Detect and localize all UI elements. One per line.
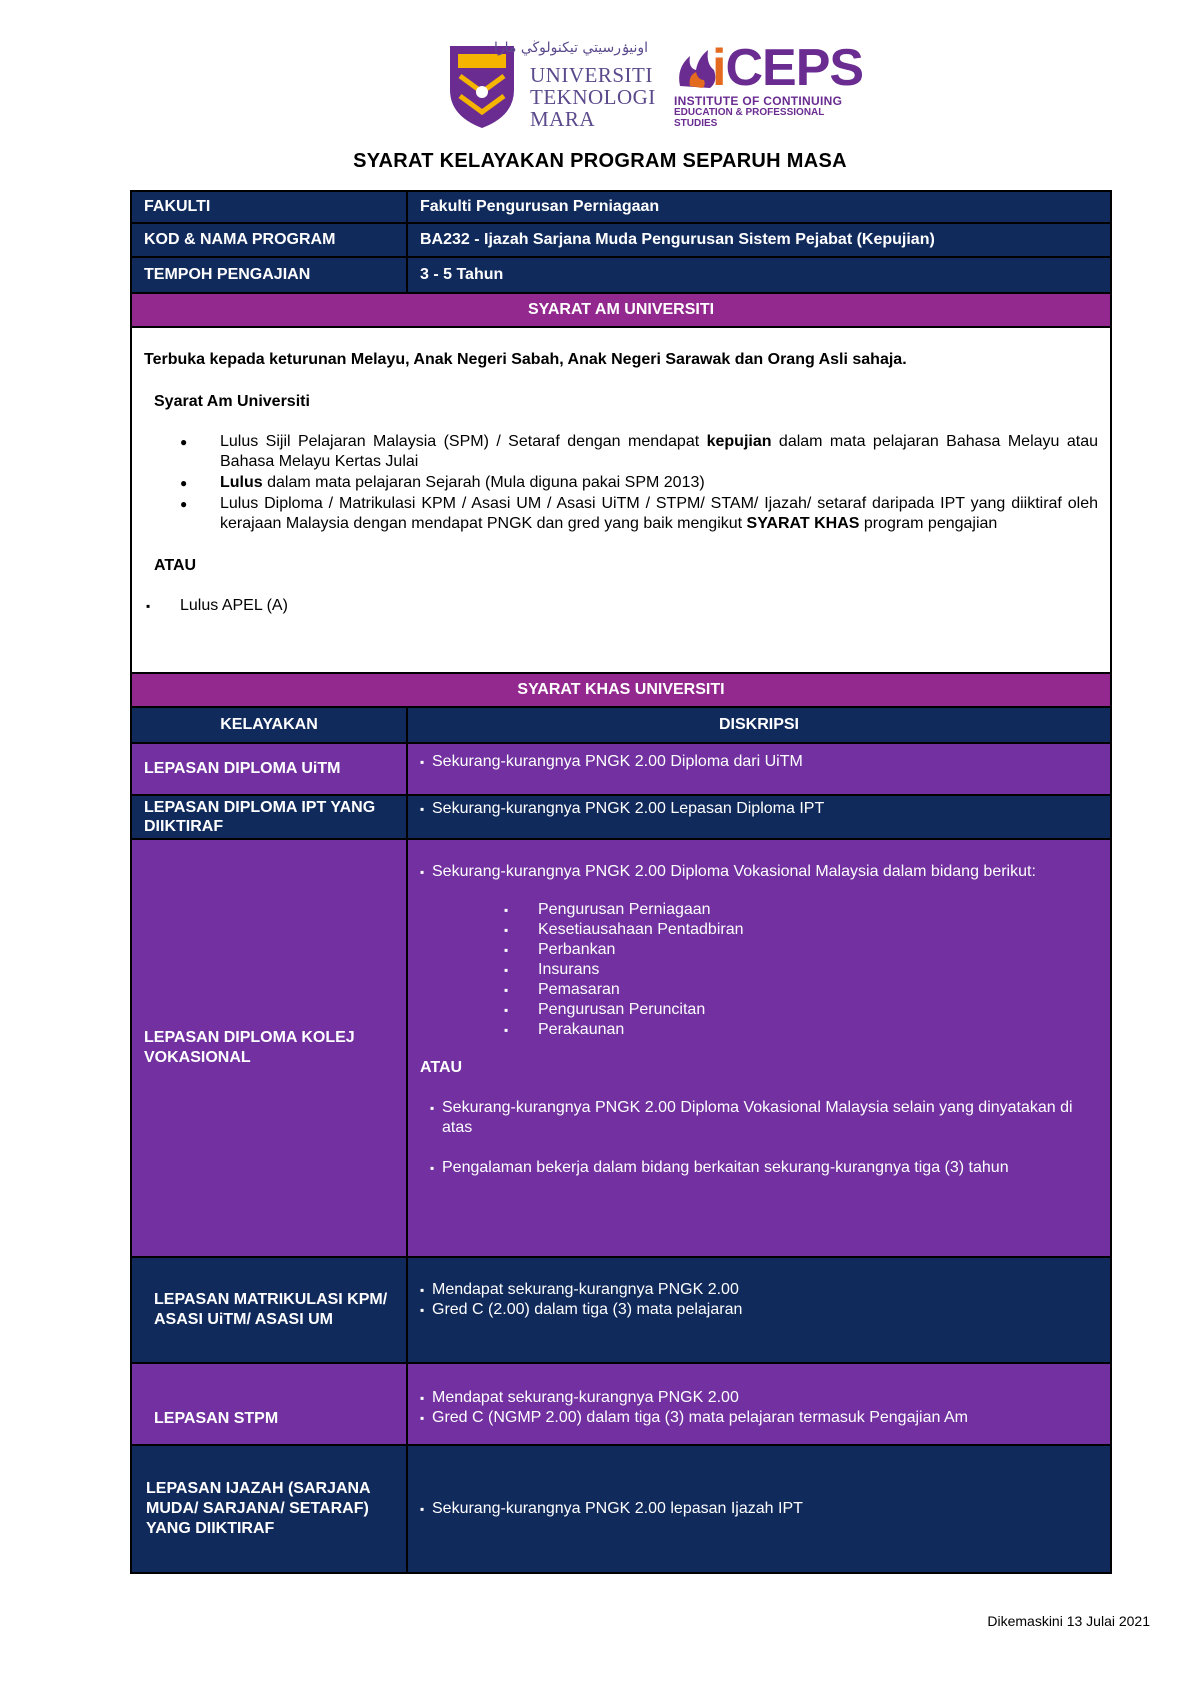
uitm-wordmark xyxy=(530,64,656,130)
list-item: ▪ Perakaunan xyxy=(504,1020,1098,1040)
kelayakan-label: LEPASAN IJAZAH (SARJANA MUDA/ SARJANA/ SETARAF) YANG DIIKTIRAF xyxy=(131,1445,407,1573)
kelayakan-label: LEPASAN DIPLOMA UiTM xyxy=(131,743,407,795)
list-item: ▪ Kesetiausahaan Pentadbiran xyxy=(504,920,1098,940)
row-kolej-vokasional xyxy=(131,839,1111,1257)
row-diploma-ipt xyxy=(131,795,1111,839)
iceps-rest: CEPS xyxy=(725,39,864,97)
list-item: ▪ Gred C (2.00) dalam tiga (3) mata pelajaran xyxy=(420,1300,1098,1320)
diskripsi-cell xyxy=(407,839,1111,1257)
syarat-khas-heading: SYARAT KHAS UNIVERSITI xyxy=(131,673,1111,707)
row-stpm xyxy=(131,1363,1111,1445)
uitm-line1: UNIVERSITI xyxy=(530,63,653,87)
list-item: ● Lulus Diploma / Matrikulasi KPM / Asasi UM / Asasi UiTM / STPM/ STAM/ Ijazah/ setaraf daripada IPT yang diiktiraf oleh kerajaan Malaysia dengan mendapat PNGK dan gred yang baik mengikut SYARAT KHAS program pengajian xyxy=(180,494,1098,534)
syarat-am-intro: Terbuka kepada keturunan Melayu, Anak Negeri Sabah, Anak Negeri Sarawak dan Orang Asli sahaja. xyxy=(144,351,907,368)
list-item: ▪ Sekurang-kurangnya PNGK 2.00 Diploma Vokasional Malaysia selain yang dinyatakan di atas xyxy=(430,1098,1098,1138)
kv-atau: ATAU xyxy=(420,1059,463,1076)
list-item: ▪ Insurans xyxy=(504,960,1098,980)
syarat-am-list xyxy=(180,432,1098,534)
column-header-diskripsi: DISKRIPSI xyxy=(407,707,1111,743)
list-item: ▪ Pengalaman bekerja dalam bidang berkaitan sekurang-kurangnya tiga (3) tahun xyxy=(430,1158,1098,1178)
info-label: KOD & NAMA PROGRAM xyxy=(131,223,407,257)
list-item: ▪ Mendapat sekurang-kurangnya PNGK 2.00 xyxy=(420,1280,1098,1300)
column-header-kelayakan: KELAYAKAN xyxy=(131,707,407,743)
list-item: ▪ Perbankan xyxy=(504,940,1098,960)
syarat-am-atau: ATAU xyxy=(154,557,197,574)
list-item: ▪ Pengurusan Peruncitan xyxy=(504,1000,1098,1020)
info-value: BA232 - Ijazah Sarjana Muda Pengurusan Sistem Pejabat (Kepujian) xyxy=(407,223,1111,257)
list-item: ▪ Sekurang-kurangnya PNGK 2.00 Lepasan Diploma IPT xyxy=(420,799,1098,819)
footer-updated-date: Dikemaskini 13 Julai 2021 xyxy=(987,1613,1150,1629)
syarat-khas-heading-row xyxy=(131,673,1111,707)
diskripsi-cell xyxy=(407,1363,1111,1445)
iceps-subtitle xyxy=(674,96,856,129)
list-item: ▪ Sekurang-kurangnya PNGK 2.00 Diploma Vokasional Malaysia dalam bidang berikut: xyxy=(420,862,1098,882)
info-label: TEMPOH PENGAJIAN xyxy=(131,257,407,293)
info-value: Fakulti Pengurusan Perniagaan xyxy=(407,191,1111,223)
list-item: ▪ Lulus APEL (A) xyxy=(146,596,1098,616)
syarat-am-apel-list xyxy=(146,596,1098,616)
row-matrikulasi xyxy=(131,1257,1111,1363)
diskripsi-cell xyxy=(407,795,1111,839)
kelayakan-label: LEPASAN DIPLOMA IPT YANG DIIKTIRAF xyxy=(131,795,407,839)
info-row-tempoh xyxy=(131,257,1111,293)
list-item: ▪ Pengurusan Perniagaan xyxy=(504,900,1098,920)
uitm-jawi-text: اونيۏرسيتي تيكنولوڬي مارا xyxy=(493,40,648,56)
list-item: ▪ Sekurang-kurangnya PNGK 2.00 Diploma dari UiTM xyxy=(420,752,1098,772)
syarat-am-subheading: Syarat Am Universiti xyxy=(154,393,310,410)
diskripsi-cell xyxy=(407,743,1111,795)
document-title: SYARAT KELAYAKAN PROGRAM SEPARUH MASA xyxy=(353,150,847,172)
list-item: ● Lulus dalam mata pelajaran Sejarah (Mula diguna pakai SPM 2013) xyxy=(180,473,1098,493)
iceps-wordmark xyxy=(712,40,863,96)
kelayakan-label: LEPASAN DIPLOMA KOLEJ VOKASIONAL xyxy=(131,839,407,1257)
syarat-am-content-row xyxy=(131,327,1111,673)
kelayakan-label: LEPASAN MATRIKULASI KPM/ ASASI UiTM/ ASASI UM xyxy=(131,1257,407,1363)
syarat-am-heading-row xyxy=(131,293,1111,327)
iceps-i: i xyxy=(712,39,726,97)
list-item: ▪ Pemasaran xyxy=(504,980,1098,1000)
kelayakan-label: LEPASAN STPM xyxy=(131,1363,407,1445)
row-diploma-uitm xyxy=(131,743,1111,795)
info-row-program xyxy=(131,223,1111,257)
info-row-fakulti xyxy=(131,191,1111,223)
iceps-sub-line2: EDUCATION & PROFESSIONAL STUDIES xyxy=(674,107,825,129)
iceps-sub-line1: INSTITUTE OF CONTINUING xyxy=(674,94,843,108)
list-item: ▪ Mendapat sekurang-kurangnya PNGK 2.00 xyxy=(420,1388,1098,1408)
uitm-line3: MARA xyxy=(530,107,596,131)
diskripsi-cell xyxy=(407,1257,1111,1363)
syarat-am-content xyxy=(131,327,1111,673)
row-ijazah xyxy=(131,1445,1111,1573)
info-label: FAKULTI xyxy=(131,191,407,223)
uitm-line2: TEKNOLOGI xyxy=(530,85,656,109)
info-value: 3 - 5 Tahun xyxy=(407,257,1111,293)
requirements-table xyxy=(130,190,1112,1574)
diskripsi-cell xyxy=(407,1445,1111,1573)
syarat-am-heading: SYARAT AM UNIVERSITI xyxy=(131,293,1111,327)
list-item: ▪ Gred C (NGMP 2.00) dalam tiga (3) mata pelajaran termasuk Pengajian Am xyxy=(420,1408,1098,1428)
list-item: ● Lulus Sijil Pelajaran Malaysia (SPM) / Setaraf dengan mendapat kepujian dalam mata pelajaran Bahasa Melayu atau Bahasa Melayu Kertas Julai xyxy=(180,432,1098,472)
header-logos xyxy=(446,39,864,132)
syarat-khas-column-headers xyxy=(131,707,1111,743)
bidang-list xyxy=(504,900,1098,1040)
list-item: ▪ Sekurang-kurangnya PNGK 2.00 lepasan Ijazah IPT xyxy=(420,1499,1098,1519)
